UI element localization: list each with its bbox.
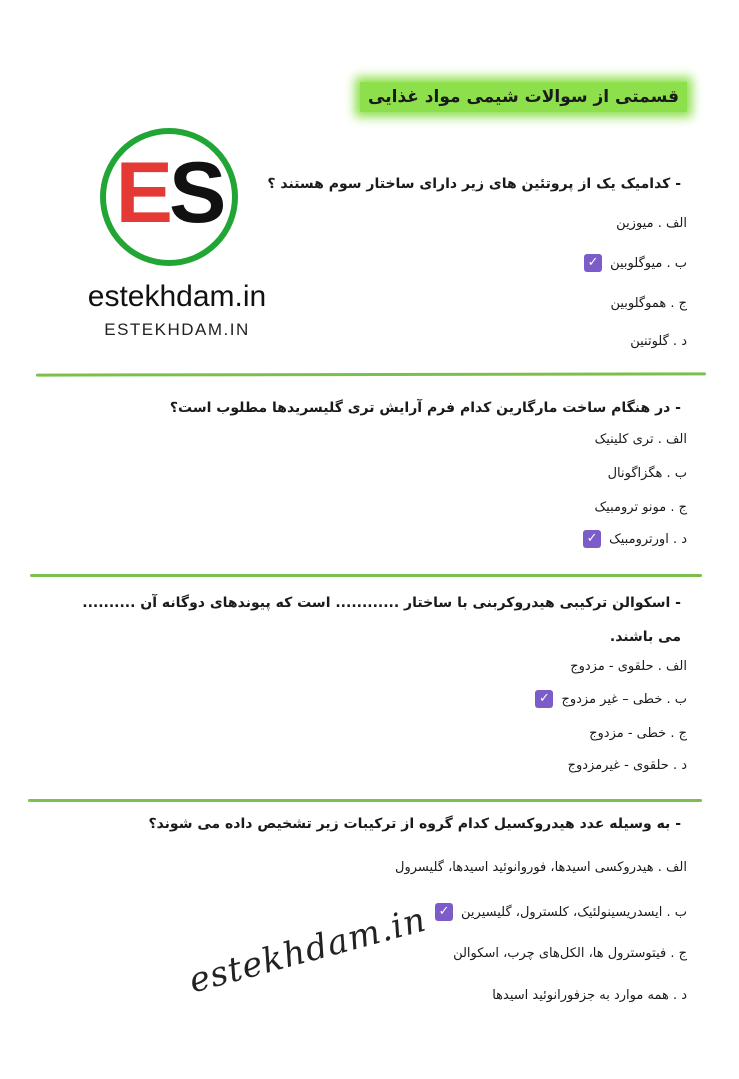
question-2-text: - در هنگام ساخت مارگارین کدام فرم آرایش تری گلیسریدها مطلوب است؟ [169, 400, 681, 416]
question-1-text: - کدامیک یک از پروتئین های زیر دارای ساختار سوم هستند ؟ [267, 176, 681, 192]
divider [36, 372, 706, 376]
checkbox-checked-icon[interactable]: ✓ [535, 690, 553, 708]
checkbox-checked-icon[interactable]: ✓ [583, 530, 601, 548]
checkbox-checked-icon[interactable]: ✓ [584, 254, 602, 272]
question-1-option-b: ب . میوگلوبین ✓ [584, 254, 687, 272]
question-4-text: - به وسیله عدد هیدروکسیل کدام گروه از ترکیبات زیر تشخیص داده می شوند؟ [148, 816, 681, 832]
question-4-option-d: د . همه موارد به جزفورانوئید اسیدها [492, 988, 687, 1003]
question-3-option-d: د . حلقوی - غیرمزدوج [567, 758, 687, 773]
divider [28, 799, 702, 802]
watermark-text: estekhdam.in [184, 899, 431, 1002]
question-4-option-b: ب . ایسدریسینولئیک، کلسترول، گلیسیرین ✓ [435, 903, 687, 921]
checkbox-checked-icon[interactable]: ✓ [435, 903, 453, 921]
question-1-option-c: ج . هموگلوبین [610, 296, 687, 311]
question-4-option-a: الف . هیدروکسی اسیدها، فوروانوئید اسیدها، گلیسرول [395, 860, 687, 875]
logo-letter-s: S [169, 145, 223, 241]
logo-letter-e: E [115, 145, 169, 241]
divider [30, 574, 702, 577]
question-2-option-d: د . اورترومبیک ✓ [583, 530, 687, 548]
question-3-option-a: الف . حلقوی - مزدوج [570, 659, 687, 674]
question-1-option-d: د . گلوتنین [630, 334, 687, 349]
logo-subtitle: ESTEKHDAM.IN [104, 320, 250, 339]
question-3-option-c: ج . خطی - مزدوج [589, 726, 687, 741]
logo-circle [100, 128, 238, 266]
site-logo [52, 120, 302, 360]
question-4-option-c: ج . فیتوسترول ها، الکل‌های چرب، اسکوالن [453, 946, 687, 961]
question-3-text: - اسکوالن ترکیبی هیدروکربنی با ساختار ............ است که پیوندهای دوگانه آن .......... می باشند. [82, 595, 681, 645]
question-2-option-c: ج . مونو ترومبیک [594, 500, 687, 515]
question-1-option-a: الف . میوزین [616, 216, 687, 231]
question-2-option-b: ب . هگزاگونال [607, 466, 687, 481]
question-2-option-a: الف . تری کلینیک [594, 432, 687, 447]
logo-name: estekhdam.in [87, 280, 267, 313]
page-title: قسمتی از سوالات شیمی مواد غذایی [360, 82, 687, 112]
question-3-option-b: ب . خطی – غیر مزدوج ✓ [535, 690, 687, 708]
